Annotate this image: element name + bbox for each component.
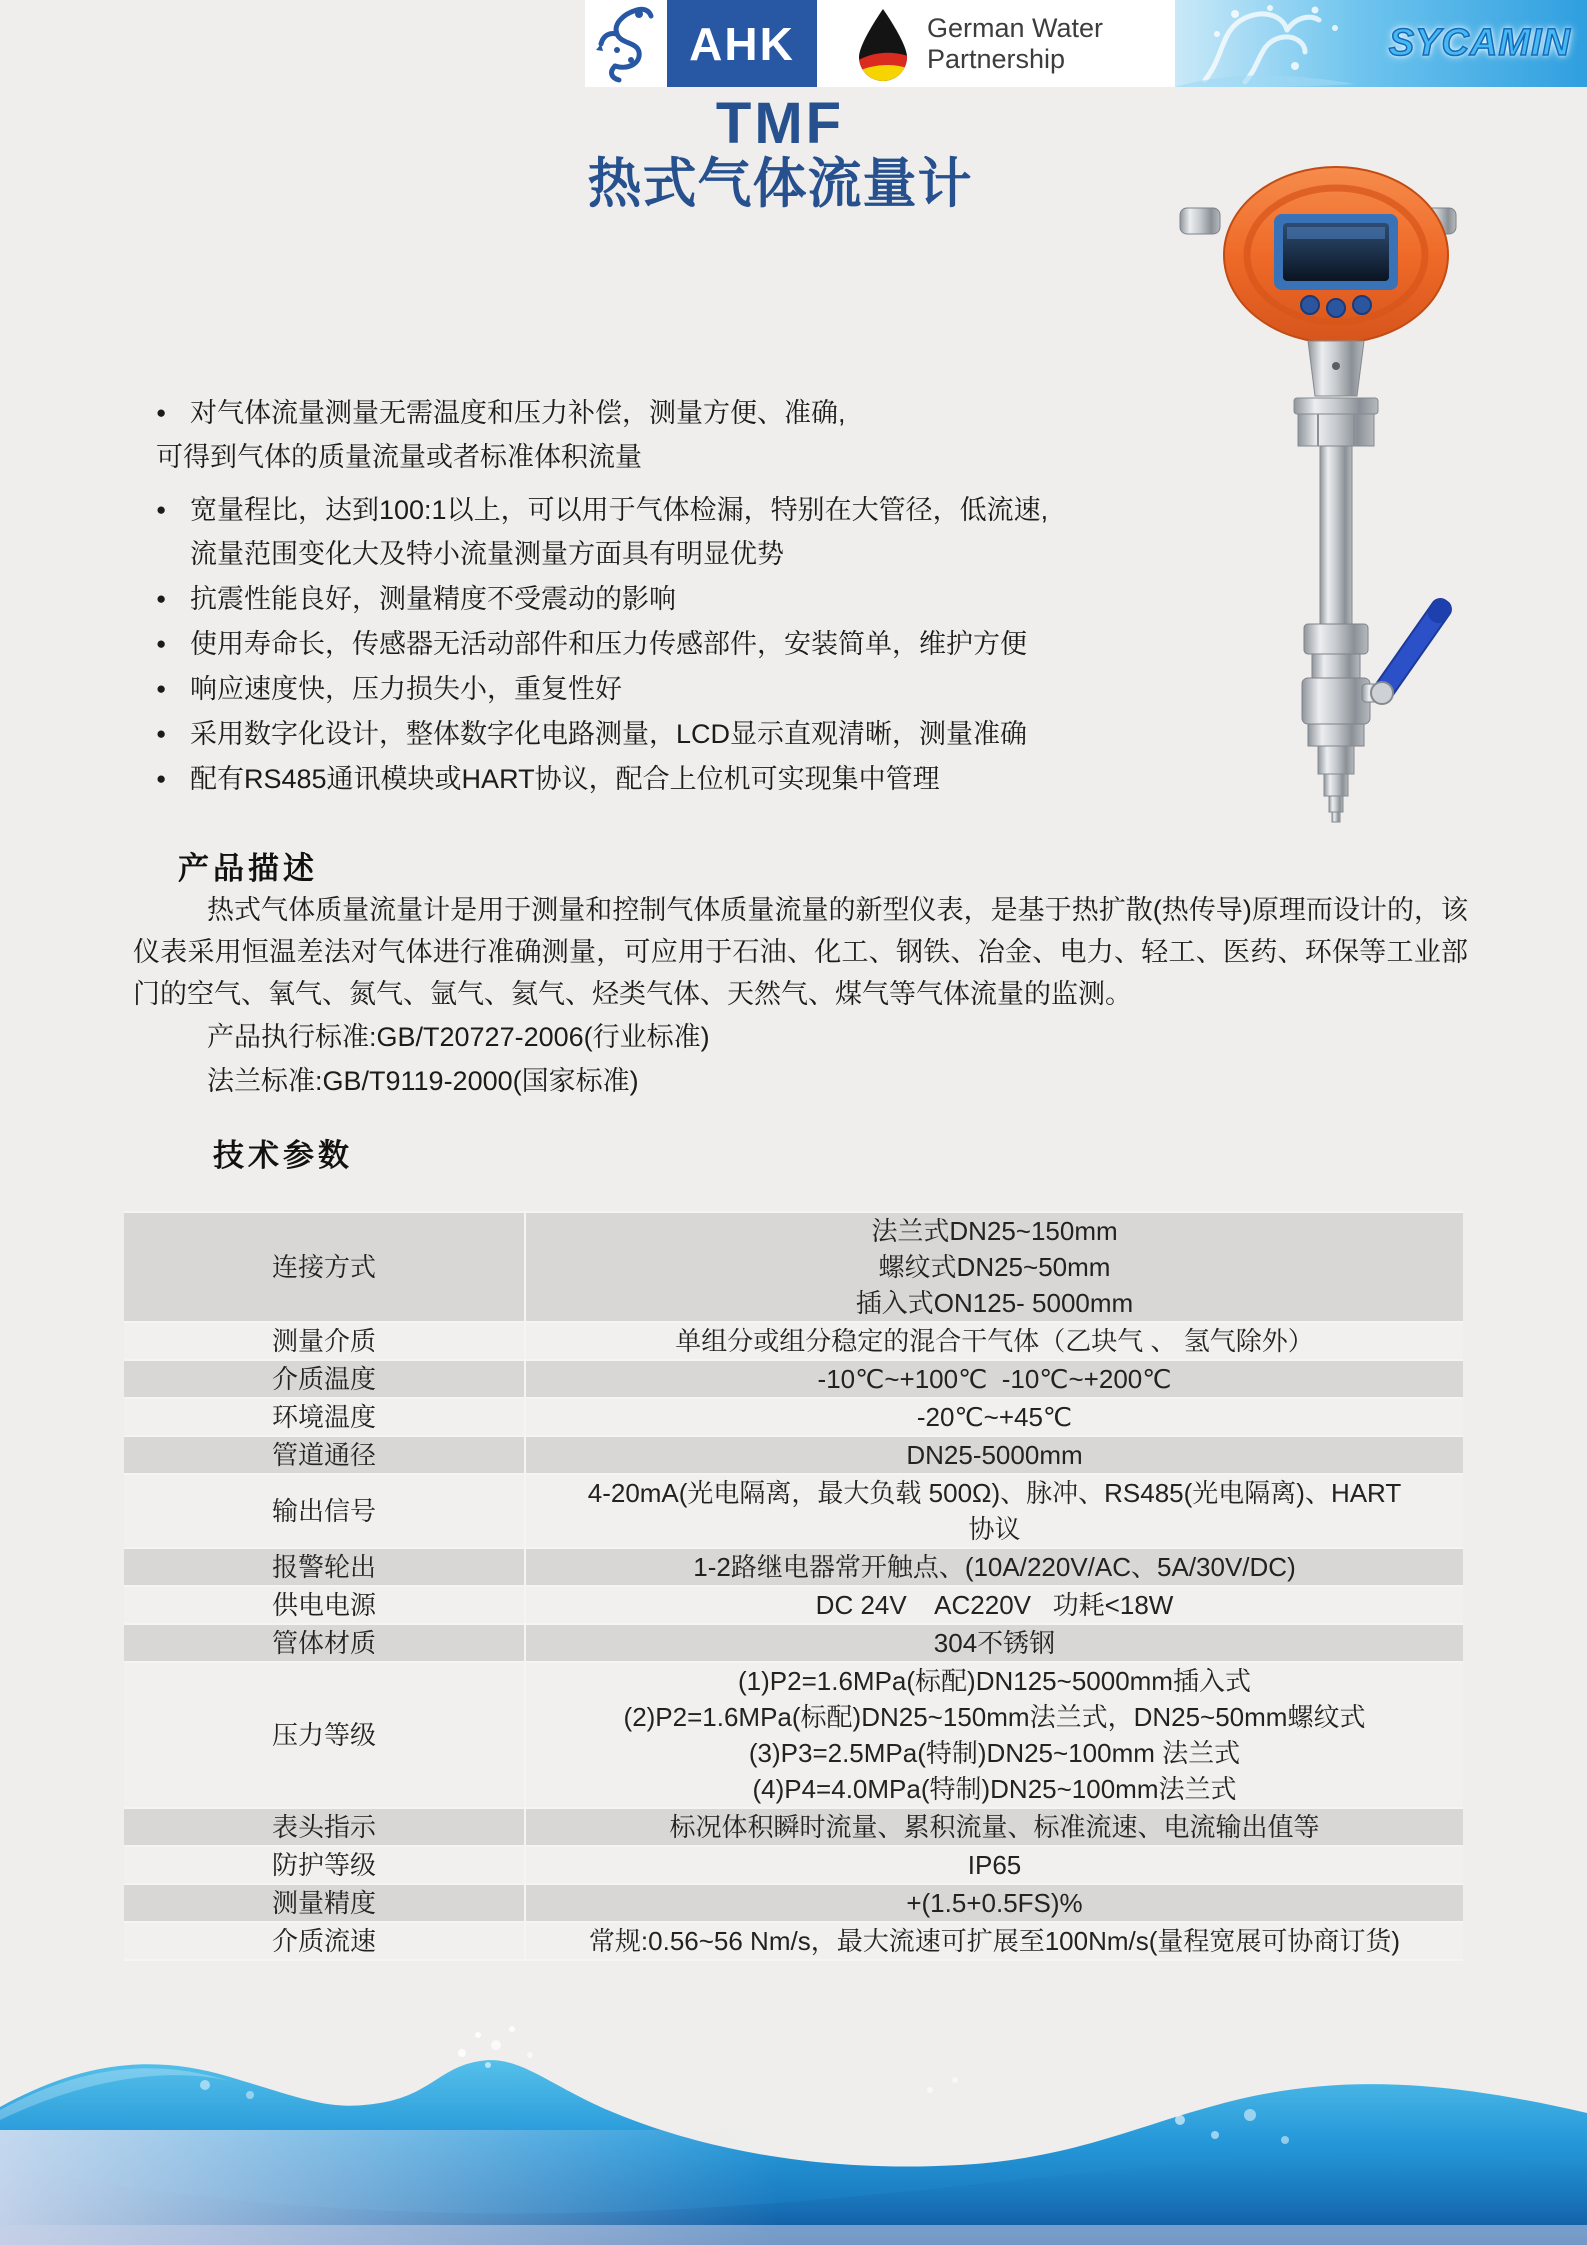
spec-value-line: 单组分或组分稳定的混合干气体（乙块气 、 氢气除外） <box>675 1326 1314 1356</box>
spec-label: 压力等级 <box>124 1663 526 1807</box>
spec-value-line: 304不锈钢 <box>933 1628 1056 1658</box>
standard-line-2: 法兰标准:GB/T9119-2000(国家标准) <box>207 1066 639 1096</box>
spec-label: 输出信号 <box>124 1475 526 1547</box>
feature-item <box>156 622 1027 666</box>
bullet-icon: ● <box>156 589 167 608</box>
specs-table <box>124 1211 1463 1961</box>
spec-value-line: 常规:0.56~56 Nm/s，最大流速可扩展至100Nm/s(量程宽展可协商订货) <box>588 1926 1401 1956</box>
spec-value-line: DC 24V AC220V 功耗<18W <box>815 1590 1174 1620</box>
logo-strip <box>585 0 1175 87</box>
spec-value-line: (4)P4=4.0MPa(特制)DN25~100mm法兰式 <box>752 1774 1237 1804</box>
description-paragraph: 热式气体质量流量计是用于测量和控制气体质量流量的新型仪表，是基于热扩散(热传导)原理而设计的，该仪表采用恒温差法对气体进行准确测量，可应用于石油、化工、钢铁、冶金、电力、轻工、医药、环保等工业部门的空气、氧气、氮气、氩气、氦气、烃类气体、天然气、煤气等气体流量的监测。 <box>133 895 1468 1009</box>
ahk-logo-label: AHK <box>689 17 795 70</box>
spec-value-line: (3)P3=2.5MPa(特制)DN25~100mm 法兰式 <box>748 1738 1241 1768</box>
spec-row <box>124 1549 1463 1587</box>
spec-row <box>124 1323 1463 1361</box>
spec-value-line: (1)P2=1.6MPa(标配)DN125~5000mm插入式 <box>738 1666 1251 1696</box>
spec-value <box>526 1809 1463 1845</box>
spec-label: 环境温度 <box>124 1399 526 1435</box>
feature-line: 对气体流量测量无需温度和压力补偿，测量方便、准确, <box>190 398 846 428</box>
sycamin-logo: SYCAMIN <box>1388 22 1571 64</box>
spec-value-line: +(1.5+0.5FS)% <box>906 1888 1083 1918</box>
spec-value-line: 法兰式DN25~150mm <box>871 1216 1118 1246</box>
product-name-title: 热式气体流量计 <box>587 154 973 214</box>
section-technical-parameters: 技术参数 <box>213 1138 353 1173</box>
spec-value <box>526 1437 1463 1473</box>
feature-text <box>190 577 956 621</box>
feature-line: 可得到气体的质量流量或者标准体积流量 <box>156 442 642 472</box>
spec-value-line: IP65 <box>967 1850 1022 1880</box>
spec-value-line: DN25-5000mm <box>906 1440 1083 1470</box>
spec-row <box>124 1587 1463 1625</box>
feature-line: 宽量程比，达到100:1以上，可以用于气体检漏，特别在大管径，低流速, <box>190 495 1049 525</box>
gwp-line1: German Water <box>927 12 1104 43</box>
spec-value-line: 插入式ON125- 5000mm <box>855 1288 1134 1318</box>
description-block <box>133 889 1468 1103</box>
spec-row <box>124 1399 1463 1437</box>
feature-item <box>156 667 956 711</box>
spec-label: 测量精度 <box>124 1885 526 1921</box>
spec-label: 防护等级 <box>124 1847 526 1883</box>
ahk-logo <box>667 0 817 87</box>
feature-line: 配有RS485通讯模块或HART协议，配合上位机可实现集中管理 <box>190 764 940 794</box>
spec-row <box>124 1885 1463 1923</box>
spec-value <box>526 1625 1463 1661</box>
spec-value <box>526 1847 1463 1883</box>
gwp-drop-icon <box>855 7 911 81</box>
spec-value-line: 1-2路继电器常开触点、(10A/220V/AC、5A/30V/DC) <box>693 1552 1296 1582</box>
spec-value <box>526 1475 1463 1547</box>
spec-value-line: 标况体积瞬时流量、累积流量、标准流速、电流输出值等 <box>669 1812 1320 1842</box>
feature-text <box>190 667 956 711</box>
spec-row <box>124 1475 1463 1549</box>
spec-label: 介质流速 <box>124 1923 526 1959</box>
spec-value <box>526 1923 1463 1959</box>
spec-label: 供电电源 <box>124 1587 526 1623</box>
feature-item <box>156 391 956 479</box>
spec-row <box>124 1437 1463 1475</box>
gwp-line2: Partnership <box>927 43 1066 74</box>
spec-row <box>124 1361 1463 1399</box>
spec-value <box>526 1361 1463 1397</box>
spec-label: 表头指示 <box>124 1809 526 1845</box>
feature-item <box>156 488 1049 576</box>
feature-text <box>190 622 1027 666</box>
spec-value <box>526 1549 1463 1585</box>
spec-row <box>124 1809 1463 1847</box>
spec-value <box>526 1885 1463 1921</box>
spec-value <box>526 1213 1463 1321</box>
spec-value <box>526 1663 1463 1807</box>
feature-text <box>190 757 956 801</box>
feature-item <box>156 757 956 801</box>
spec-value <box>526 1323 1463 1359</box>
ahk-dragon-icon <box>585 0 667 87</box>
spec-label: 介质温度 <box>124 1361 526 1397</box>
gwp-logo-text <box>927 13 1103 75</box>
feature-text <box>190 488 1048 576</box>
spec-row <box>124 1213 1463 1323</box>
spec-label: 管体材质 <box>124 1625 526 1661</box>
feature-line: 抗震性能良好，测量精度不受震动的影响 <box>190 584 676 614</box>
feature-text <box>156 391 956 479</box>
spec-value <box>526 1587 1463 1623</box>
bullet-icon: ● <box>156 634 167 653</box>
spec-label: 报警轮出 <box>124 1549 526 1585</box>
section-product-description: 产品描述 <box>178 851 318 886</box>
product-model-title: TMF <box>715 91 845 156</box>
bullet-icon: ● <box>156 500 167 519</box>
spec-value-line: 螺纹式DN25~50mm <box>878 1252 1111 1282</box>
spec-value-line: (2)P2=1.6MPa(标配)DN25~150mm法兰式，DN25~50mm螺纹式 <box>623 1702 1366 1732</box>
standard-line-1: 产品执行标准:GB/T20727-2006(行业标准) <box>207 1022 710 1052</box>
feature-line: 响应速度快，压力损失小，重复性好 <box>190 674 622 704</box>
feature-line: 使用寿命长，传感器无活动部件和压力传感部件，安装简单，维护方便 <box>190 629 1027 659</box>
sycamin-banner <box>1175 0 1587 87</box>
spec-value-line: 4-20mA(光电隔离，最大负载 500Ω)、脉冲、RS485(光电隔离)、HART <box>587 1478 1402 1508</box>
feature-item <box>156 712 1028 756</box>
feature-line: 采用数字化设计，整体数字化电路测量，LCD显示直观清晰，测量准确 <box>190 719 1028 749</box>
spec-value-line: -20℃~+45℃ <box>916 1402 1073 1432</box>
bullet-icon: ● <box>156 403 167 422</box>
water-wave-footer <box>0 2015 1587 2245</box>
spec-label: 连接方式 <box>124 1213 526 1321</box>
spec-label: 管道通径 <box>124 1437 526 1473</box>
title-block <box>280 91 1280 214</box>
spec-value-line: -10℃~+100℃ -10℃~+200℃ <box>817 1364 1172 1394</box>
spec-row <box>124 1923 1463 1961</box>
bullet-icon: ● <box>156 724 167 743</box>
bullet-icon: ● <box>156 679 167 698</box>
spec-row <box>124 1847 1463 1885</box>
spec-row <box>124 1625 1463 1663</box>
feature-text <box>190 712 1027 756</box>
spec-value-line: 协议 <box>968 1514 1021 1544</box>
feature-list <box>156 391 1049 802</box>
spec-row <box>124 1663 1463 1809</box>
feature-line: 流量范围变化大及特小流量测量方面具有明显优势 <box>190 539 784 569</box>
product-photo <box>1158 152 1458 832</box>
spec-value <box>526 1399 1463 1435</box>
feature-item <box>156 577 956 621</box>
bullet-icon: ● <box>156 769 167 788</box>
spec-label: 测量介质 <box>124 1323 526 1359</box>
